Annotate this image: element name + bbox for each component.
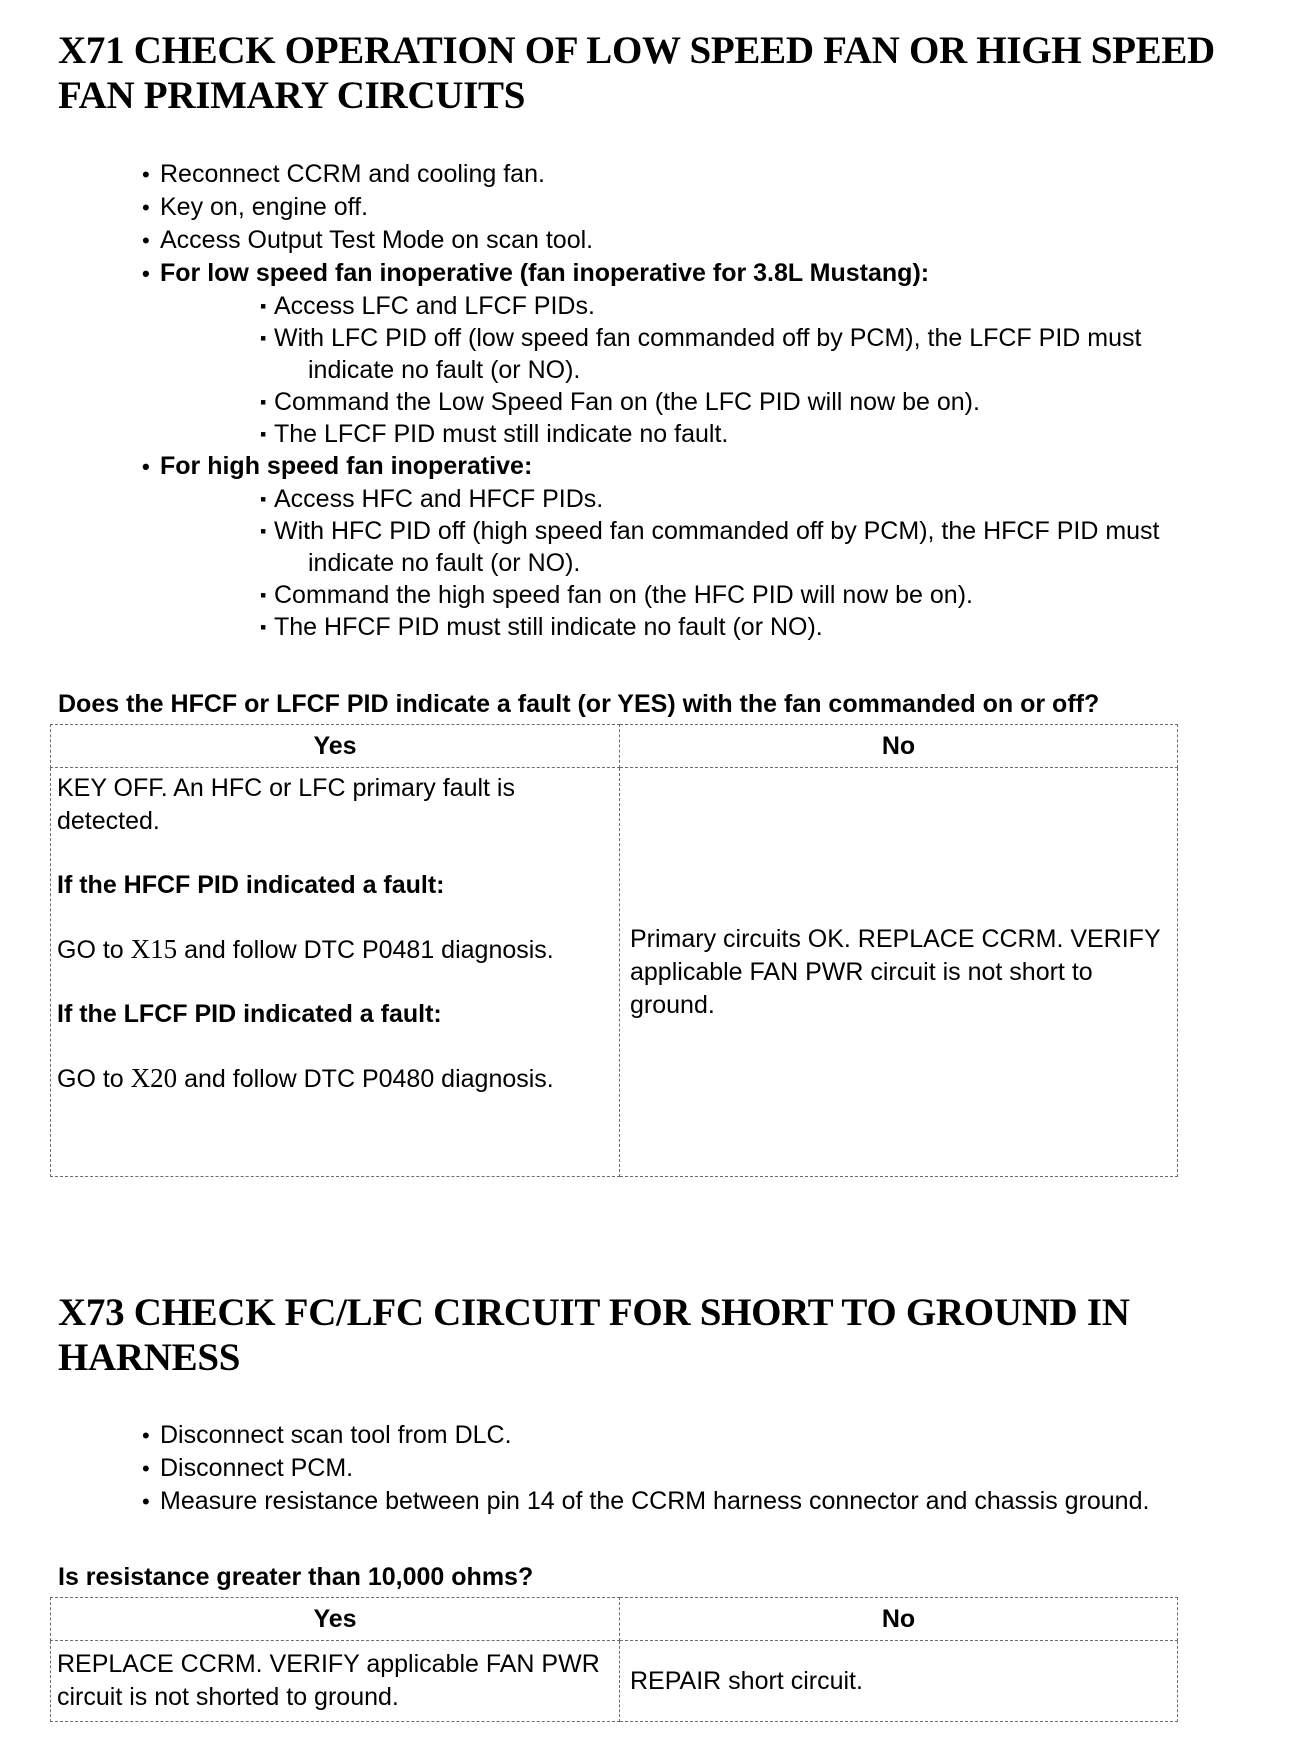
low-speed-substep-2-cont: indicate no fault (or NO). [308,356,581,384]
x71-step-1: • Reconnect CCRM and cooling fan. [142,158,1262,191]
low-speed-substep-1: ▪ Access LFC and LFCF PIDs. [260,290,1262,322]
low-speed-substep-3: ▪ Command the Low Speed Fan on (the LFC PID will now be on). [260,386,1262,418]
x73-table-header-row [51,1598,1178,1641]
x71-table-row [51,768,1178,1177]
low-speed-substep-4: ▪ The LFCF PID must still indicate no fault. [260,418,1262,450]
x71-step-2: • Key on, engine off. [142,191,1262,224]
x71-step-3: • Access Output Test Mode on scan tool. [142,224,1262,257]
x73-title: X73 CHECK FC/LFC CIRCUIT FOR SHORT TO GROUND IN HARNESS [58,1291,1130,1379]
x71-high-speed-step [142,450,1262,643]
high-speed-substep-2-text: With HFC PID off (high speed fan commanded off by PCM), the HFCF PID must [274,517,1160,545]
high-speed-substep-4: ▪ The HFCF PID must still indicate no fault (or NO). [260,611,1262,643]
low-speed-substep-2 [260,322,1262,386]
x71-yes-cell [51,768,620,1177]
high-speed-substep-3: ▪ Command the high speed fan on (the HFC PID will now be on). [260,579,1262,611]
high-speed-substep-1: ▪ Access HFC and HFCF PIDs. [260,483,1262,515]
high-speed-heading: For high speed fan inoperative: [160,452,533,480]
x73-yes-header: Yes [51,1598,620,1641]
x71-hfcf-follow: and follow DTC P0481 diagnosis. [184,936,554,964]
x73-step-3: • Measure resistance between pin 14 of the CCRM harness connector and chassis ground. [142,1485,1282,1518]
x73-steps-list [142,1419,1282,1518]
x71-decision-table [50,724,1178,1177]
x71-hfcf-action [57,933,613,967]
low-speed-substep-2-text: With LFC PID off (low speed fan commanded off by PCM), the LFCF PID must [274,324,1142,352]
x73-step-1: • Disconnect scan tool from DLC. [142,1419,1282,1452]
x71-steps-list [142,158,1262,643]
x71-low-speed-step [142,257,1262,450]
x73-no-cell: REPAIR short circuit. [620,1641,1178,1722]
x73-no-header: No [620,1598,1178,1641]
x73-step-2: • Disconnect PCM. [142,1452,1282,1485]
x71-no-cell: Primary circuits OK. REPLACE CCRM. VERIFY applicable FAN PWR circuit is not short to ground. [620,768,1178,1177]
x71-lfcf-label: If the LFCF PID indicated a fault: [57,1000,442,1028]
x71-hfcf-go: GO to [57,936,124,964]
high-speed-substep-2 [260,515,1262,579]
x73-question: Is resistance greater than 10,000 ohms? [58,1563,534,1591]
low-speed-substeps [160,290,1262,450]
x71-lfcf-action [57,1062,613,1096]
x71-yes-header: Yes [51,725,620,768]
x15-link[interactable]: X15 [130,934,178,964]
x73-decision-table [50,1597,1178,1722]
x73-table-row [51,1641,1178,1722]
x71-lfcf-follow: and follow DTC P0480 diagnosis. [184,1065,554,1093]
x71-yes-intro: KEY OFF. An HFC or LFC primary fault is detected. [57,774,515,835]
x71-question: Does the HFCF or LFCF PID indicate a fault (or YES) with the fan commanded on or off? [58,690,1100,718]
high-speed-substep-2-cont: indicate no fault (or NO). [308,549,581,577]
x71-no-header: No [620,725,1178,768]
x71-table-header-row [51,725,1178,768]
x71-hfcf-label: If the HFCF PID indicated a fault: [57,871,445,899]
x20-link[interactable]: X20 [130,1063,178,1093]
low-speed-heading: For low speed fan inoperative (fan inoperative for 3.8L Mustang): [160,259,930,287]
high-speed-substeps [160,483,1262,643]
x73-yes-cell: REPLACE CCRM. VERIFY applicable FAN PWR circuit is not shorted to ground. [51,1641,620,1722]
x71-title: X71 CHECK OPERATION OF LOW SPEED FAN OR HIGH SPEED FAN PRIMARY CIRCUITS [58,29,1215,117]
x71-lfcf-go: GO to [57,1065,124,1093]
